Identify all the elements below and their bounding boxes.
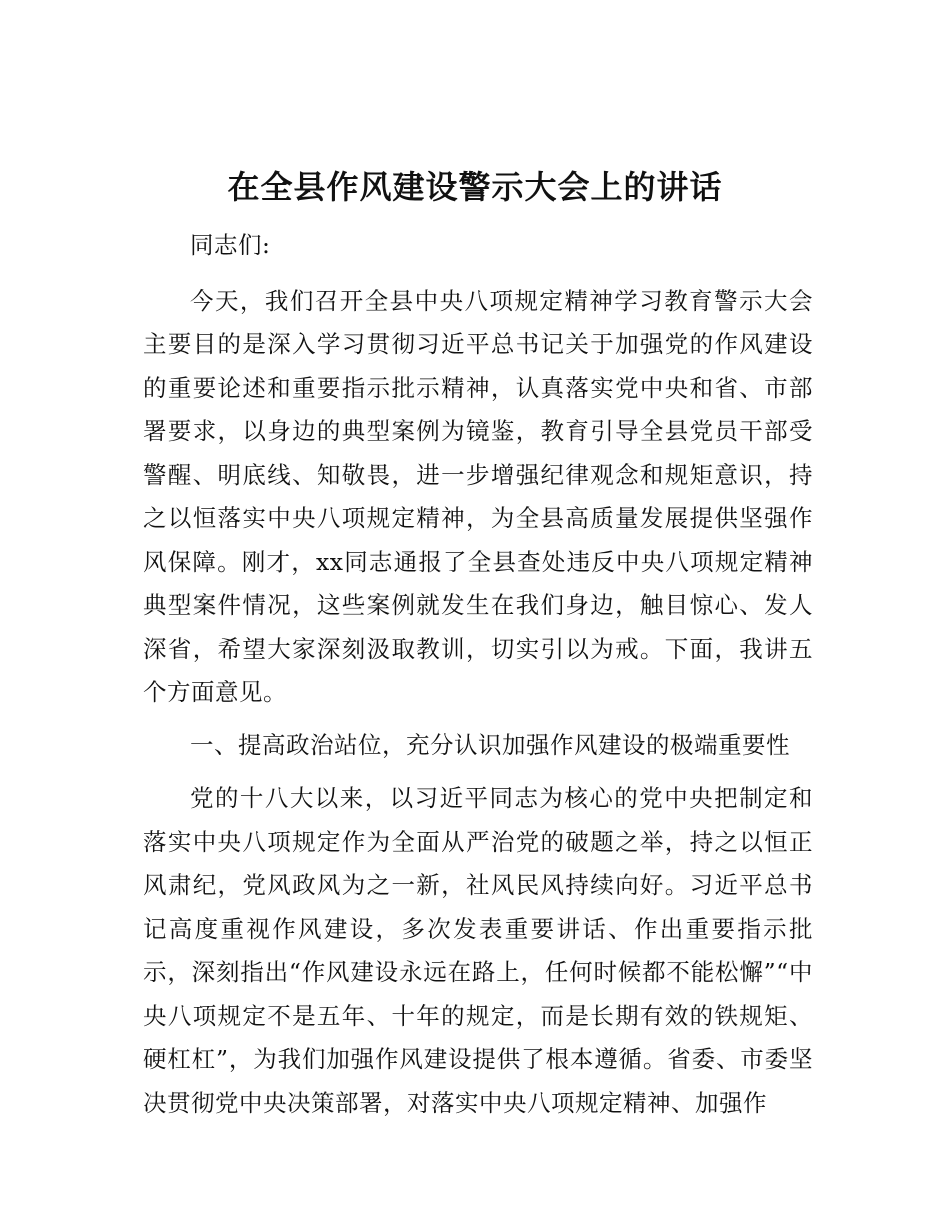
section-heading: 一、提高政治站位，充分认识加强作风建设的极端重要性 (190, 730, 790, 759)
section-paragraph: 党的十八大以来，以习近平同志为核心的党中央把制定和落实中央八项规定作为全面从严治党的破题之举，持之以恒正风肃纪，党风政风为之一新，社风民风持续向好。习近平总书记高度重视作风建设，多次发表重要讲话、作出重要指示批示，深刻指出“作风建设永远在路上，任何时候都不能松懈”“中央八项规定不是五年、十年的规定，而是长期有效的铁规矩、硬杠杠”，为我们加强作风建设提供了根本遵循。省委、市委坚决贯彻党中央决策部署，对落实中央八项规定精神、加强作 (143, 784, 813, 1117)
document-title: 在全县作风建设警示大会上的讲话 (227, 168, 723, 206)
document-body (143, 224, 813, 1134)
salutation: 同志们: (190, 231, 271, 259)
intro-paragraph: 今天，我们召开全县中央八项规定精神学习教育警示大会主要目的是深入学习贯彻习近平总书记关于加强党的作风建设的重要论述和重要指示批示精神，认真落实党中央和省、市部署要求，以身边的典型案例为镜鉴，教育引导全县党员干部受警醒、明底线、知敬畏，进一步增强纪律观念和规矩意识，持之以恒落实中央八项规定精神，为全县高质量发展提供坚强作风保障。刚才，xx同志通报了全县查处违反中央八项规定精神典型案件情况，这些案例就发生在我们身边，触目惊心、发人深省，希望大家深刻汲取教训，切实引以为戒。下面，我讲五个方面意见。 (143, 286, 813, 706)
